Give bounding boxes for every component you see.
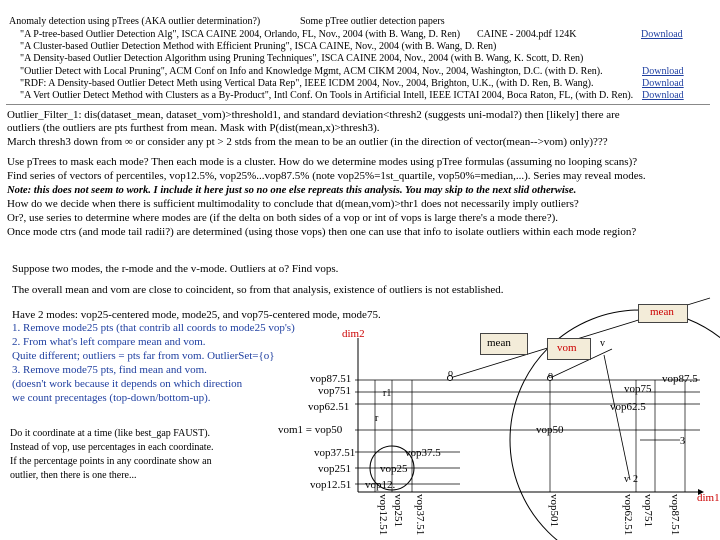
papers-label: Some pTree outlier detection papers: [300, 16, 445, 27]
filter-line-1: Outlier_Filter_1: dis(dataset_mean, dataset_vom)>threshold1, and standard deviation<thresh2 (suggests uni-modal?) then [likely] there are: [7, 109, 620, 121]
vop-vert-label: vop501: [548, 494, 560, 527]
v2-label: v: [624, 474, 629, 485]
vop-left-label: vop62.51: [308, 401, 350, 413]
modes-line-2: Find series of vectors of percentiles, vop12.5%, vop25%...vop87.5% (note vop25%=1st_quartile, vop50%=median,...). Series may reveal modes.: [7, 170, 646, 182]
vom-label: vom: [557, 342, 577, 354]
vop-mid-label: vop37.5: [405, 447, 441, 459]
suppose-line-1: Suppose two modes, the r-mode and the v-mode. Outliers at o? Find vops.: [12, 263, 339, 275]
o2-label: o: [548, 370, 553, 381]
r2-label: r: [375, 413, 379, 424]
paper-0-download-link[interactable]: Download: [641, 29, 683, 40]
modes-line-5: Once mode ctrs (and mode tail radii?) are determined (using those vops) then one can use that info to isolate outliers within each mode region?: [7, 226, 637, 238]
steps-line-1: 1. Remove mode25 pts (that contrib all coords to mode25 vop's): [12, 322, 295, 334]
vop-mid-label: vop25: [380, 463, 408, 475]
mean-label: mean: [487, 337, 511, 349]
steps-line-4: 3. Remove mode75 pts, find mean and vom.: [12, 364, 207, 376]
vop-right-label: vop75: [624, 383, 652, 395]
steps-line-5: (doesn't work because it depends on which direction: [12, 378, 243, 390]
vom1-label: vom1 = vop50: [278, 424, 343, 436]
modes-note: Note: this does not seem to work. I include it here just so no one else repreats this analysis. You may skip to the next slid otherwise.: [7, 185, 577, 196]
three-label: 3: [680, 436, 685, 447]
vop-right-label: vop62.5: [610, 401, 646, 413]
paper-5: "A Vert Outlier Detect Method with Clusters as a By-Product", Intl Conf. On Tools in Artificial Intell, IEEE ICTAI 2004, Boca Raton, FL, (with D. Ren).: [20, 90, 634, 101]
filter-line-2: outliers (the outliers are pts furthest from mean. Mask with P(dist(mean,x)>thresh3).: [7, 122, 380, 134]
coord-line-1: Do it coordinate at a time (like best_gap FAUST).: [10, 428, 211, 439]
suppose-line-2: The overall mean and vom are close to coincident, so from that analysis, existence of outliers is not established.: [12, 284, 504, 296]
vop-vert-label: vop87.51: [669, 494, 681, 536]
vop50-label: vop50: [536, 424, 564, 436]
vop-vert-label: vop37.51: [414, 494, 426, 536]
vop-left-label: vop12.51: [310, 479, 352, 491]
vop-left-label: vop251: [318, 463, 351, 475]
paper-3-download-link[interactable]: Download: [642, 66, 684, 77]
paper-5-download-link[interactable]: Download: [642, 90, 684, 101]
paper-0-extra: CAINE - 2004.pdf 124K: [477, 29, 577, 40]
dim1-label: dim1: [697, 492, 720, 504]
paper-1: "A Cluster-based Outlier Detection Method with Efficient Pruning", ISCA CAINE, Nov., 2004 (with B. Wang, D. Ren): [20, 41, 497, 52]
paper-2: "A Density-based Outlier Detection Algorithm using Pruning Techniques", ISCA CAINE 2004, Nov., 2004 (with B. Wang, K. Scott, D. Ren): [20, 53, 584, 64]
vop-vert-label: vop751: [642, 494, 654, 527]
paper-0: "A P-tree-based Outlier Detection Alg", ISCA CAINE 2004, Orlando, FL, Nov., 2004 (with B. Wang, D. Ren): [20, 29, 461, 40]
paper-4: "RDF: A Density-based Outlier Detect Meth using Vertical Data Rep", IEEE ICDM 2004, Nov., 2004, Brighton, U.K., (with D. Ren, B. Wang).: [20, 78, 594, 89]
dim2-label: dim2: [342, 328, 365, 340]
page-title: Anomaly detection using pTrees (AKA outlier determination?): [9, 16, 261, 27]
paper-4-download-link[interactable]: Download: [642, 78, 684, 89]
v1-label: v: [600, 338, 605, 349]
vop-vert-label: vop62.51: [622, 494, 634, 536]
coord-line-3: If the percentage points in any coordinate show an: [10, 456, 212, 467]
vop-vert-label: vop12.51: [377, 494, 389, 536]
filter-line-3: March thresh3 down from ∞ or consider any pt > 2 stds from the mean to be an outlier (in the direction of vector(mean-->vom) only)???: [7, 136, 608, 148]
steps-line-6: we count precentages (top-down/bottom-up).: [12, 392, 211, 404]
vop-left-label: vop37.51: [314, 447, 356, 459]
vop-mid-label: vop12.: [365, 479, 396, 491]
modes-line-4: Or?, use series to determine where modes are (if the delta on both sides of a vop or int of vops is large there's a mode there?).: [7, 212, 558, 224]
paper-3: "Outlier Detect with Local Pruning", ACM Conf on Info and Knowledge Mgmt, ACM CIKM 2004, Nov., 2004, Washington, D.C. (with D. Ren).: [20, 66, 603, 77]
o1-label: o: [448, 368, 453, 379]
steps-line-0: Have 2 modes: vop25-centered mode, mode25, and vop75-centered mode, mode75.: [12, 309, 381, 321]
vop-left-label: vop751: [318, 385, 351, 397]
two-label: 2: [633, 474, 638, 485]
mean-label-top: mean: [650, 306, 674, 318]
steps-line-3: Quite different; outliers = pts far from vom. OutlierSet={o}: [12, 350, 275, 362]
modes-line-1: Use pTrees to mask each mode? Then each mode is a cluster. How do we determine modes using pTree formulas (assuming no looping scans)?: [7, 156, 638, 168]
vop-left-label: vop87.51: [310, 373, 352, 385]
coord-line-4: outlier, then there is one there...: [10, 470, 137, 481]
vop-vert-label: vop251: [392, 494, 404, 527]
coord-line-2: Instead of vop, use percentages in each coordinate.: [10, 442, 214, 453]
vop-right-label: vop87.5: [662, 373, 698, 385]
steps-line-2: 2. From what's left compare mean and vom.: [12, 336, 206, 348]
modes-line-3: How do we decide when there is sufficient multimodality to conclude that d(mean,vom)>thr1 does not necessarily imply outliers?: [7, 198, 579, 210]
r1-label: r1: [383, 388, 392, 399]
